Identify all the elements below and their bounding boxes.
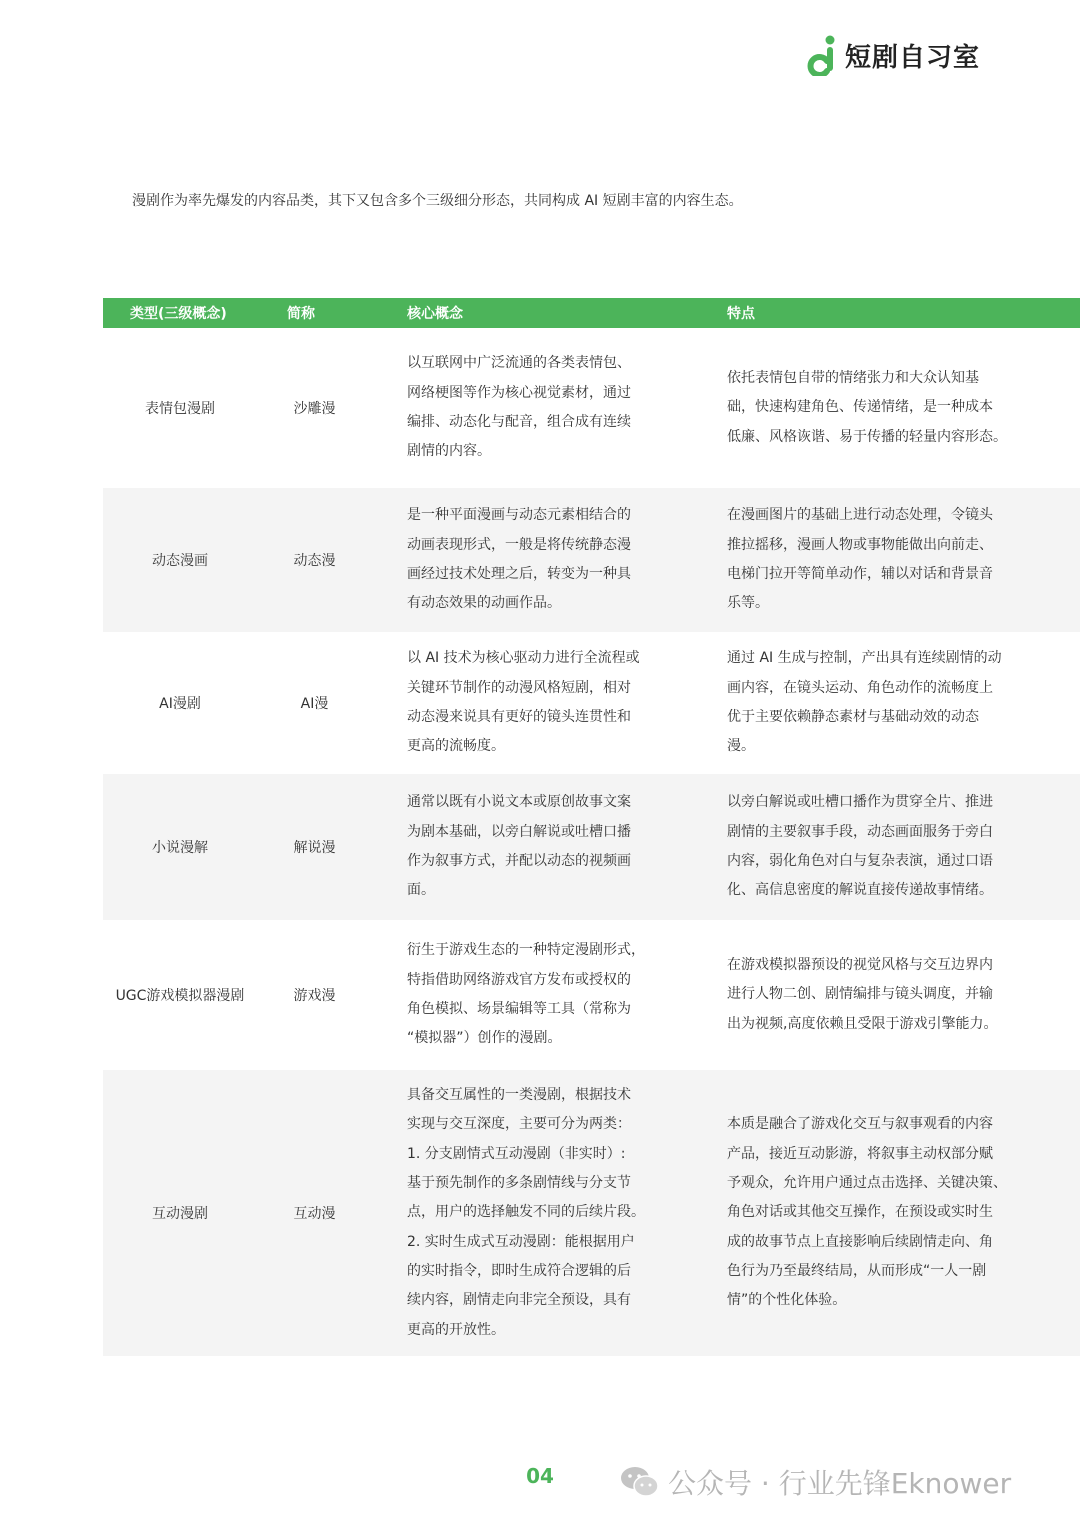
- table-header-row: [103, 298, 1080, 328]
- cell-abbr: AI漫: [257, 632, 372, 774]
- brand-logo: [807, 34, 980, 76]
- intro-paragraph: 漫剧作为率先爆发的内容品类，其下又包含多个三级细分形态，共同构成 AI 短剧丰富的内容生态。: [132, 193, 743, 209]
- cell-core: 通常以既有小说文本或原创故事文案 为剧本基础，以旁白解说或吐槽口播 作为叙事方式，并配以动态的视频画 面。: [407, 794, 631, 899]
- cell-feature: 本质是融合了游戏化交互与叙事观看的内容 产品，接近互动影游，将叙事主动权部分赋 予观众，允许用户通过点击选择、关键决策、 角色对话或其他交互操作，在预设或实时生 成的故事节点上直接影响后续剧情走向、角 色行为乃至最终结局，从而形成“一人一剧 情”的个性化体验。: [727, 1116, 1007, 1309]
- wechat-icon: [620, 1465, 660, 1499]
- cell-abbr: 解说漫: [257, 774, 372, 920]
- cell-feature: 依托表情包自带的情绪张力和大众认知基 础，快速构建角色、传递情绪，是一种成本 低廉、风格诙谐、易于传播的轻量内容形态。: [727, 370, 1007, 445]
- cell-type: 小说漫解: [103, 774, 257, 920]
- table-row: [103, 328, 1080, 488]
- table-row: [103, 632, 1080, 774]
- page-number: 04: [526, 1464, 554, 1488]
- cell-type: 表情包漫剧: [103, 328, 257, 488]
- cell-feature: 通过 AI 生成与控制，产出具有连续剧情的动 画内容，在镜头运动、角色动作的流畅度上 优于主要依赖静态素材与基础动效的动态 漫。: [727, 650, 1002, 755]
- cell-feature: 以旁白解说或吐槽口播作为贯穿全片、推进 剧情的主要叙事手段，动态画面服务于旁白 内容，弱化角色对白与复杂表演，通过口语 化、高信息密度的解说直接传递故事情绪。: [727, 794, 993, 899]
- cell-abbr: 互动漫: [257, 1070, 372, 1356]
- column-header-abbr: 简称: [257, 298, 372, 328]
- concept-table: [103, 298, 1080, 1356]
- cell-type: AI漫剧: [103, 632, 257, 774]
- cell-feature: 在漫画图片的基础上进行动态处理，令镜头 推拉摇移，漫画人物或事物能做出向前走、 电梯门拉开等简单动作，辅以对话和背景音 乐等。: [727, 507, 993, 612]
- cell-feature: 在游戏模拟器预设的视觉风格与交互边界内 进行人物二创、剧情编排与镜头调度，并输 出为视频,高度依赖且受限于游戏引擎能力。: [727, 957, 998, 1032]
- column-header-core: 核心概念: [372, 298, 705, 328]
- table-row: [103, 774, 1080, 920]
- cell-abbr: 动态漫: [257, 488, 372, 632]
- column-header-feature: 特点: [705, 298, 1080, 328]
- table-row: [103, 920, 1080, 1070]
- cell-type: 互动漫剧: [103, 1070, 257, 1356]
- cell-core: 以 AI 技术为核心驱动力进行全流程或 关键环节制作的动漫风格短剧，相对 动态漫来说具有更好的镜头连贯性和 更高的流畅度。: [407, 650, 640, 755]
- table-row: [103, 1070, 1080, 1356]
- cell-type: 动态漫画: [103, 488, 257, 632]
- cell-core: 衍生于游戏生态的一种特定漫剧形式， 特指借助网络游戏官方发布或授权的 角色模拟、场景编辑等工具（常称为 “模拟器”）创作的漫剧。: [407, 942, 645, 1047]
- table-row: [103, 488, 1080, 632]
- brand-logo-icon: [807, 34, 839, 76]
- cell-abbr: 游戏漫: [257, 920, 372, 1070]
- cell-core: 是一种平面漫画与动态元素相结合的 动画表现形式，一般是将传统静态漫 画经过技术处理之后，转变为一种具 有动态效果的动画作品。: [407, 507, 631, 612]
- watermark: [620, 1462, 1011, 1502]
- watermark-text: 公众号 · 行业先锋Eknower: [668, 1467, 1012, 1500]
- cell-type: UGC游戏模拟器漫剧: [103, 920, 257, 1070]
- cell-core: 以互联网中广泛流通的各类表情包、 网络梗图等作为核心视觉素材，通过 编排、动态化与配音，组合成有连续 剧情的内容。: [407, 355, 631, 460]
- brand-name: 短剧自习室: [844, 42, 980, 73]
- column-header-type: 类型(三级概念): [103, 298, 257, 328]
- cell-abbr: 沙雕漫: [257, 328, 372, 488]
- cell-core: 具备交互属性的一类漫剧，根据技术 实现与交互深度，主要可分为两类： 1. 分支剧情式互动漫剧（非实时）: 基于预先制作的多条剧情线与分支节 点，用户的选择触发不同的后续片段。 2. 实时生成式互动漫剧：能根据用户 的实时指令，即时生成符合逻辑的后 续内容，剧情走向非完全预设，具有 更高的开放性。: [407, 1087, 645, 1338]
